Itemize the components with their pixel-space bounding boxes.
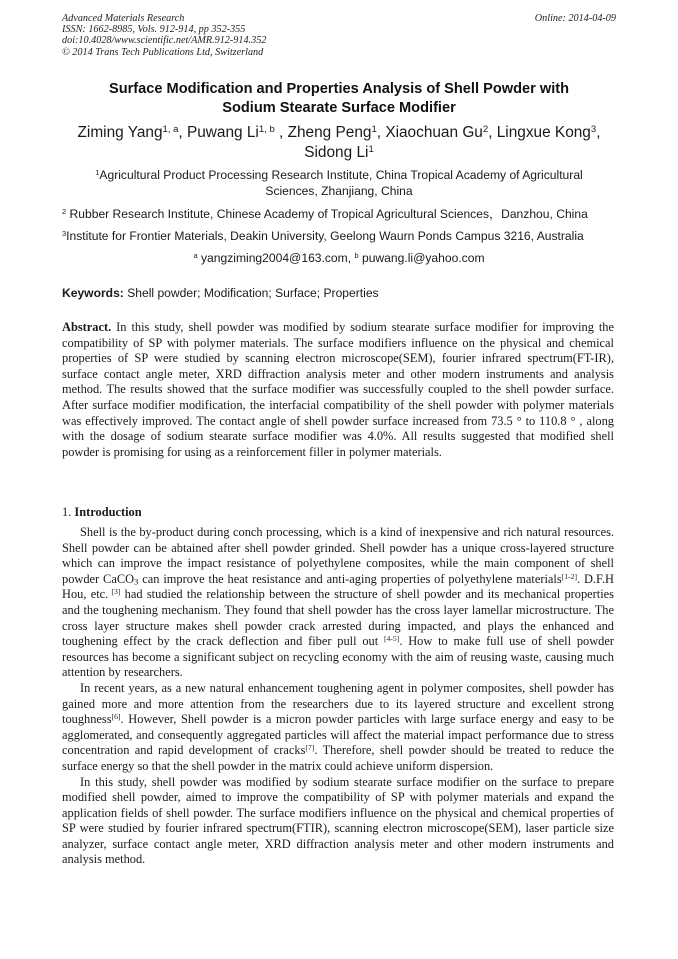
citation: [4-5] — [383, 633, 400, 643]
author-sup: 1 — [371, 123, 377, 135]
author-sup: 1, a — [162, 123, 179, 135]
section-number: 1. — [62, 505, 75, 519]
email-line — [62, 251, 616, 267]
paragraph-1 — [62, 525, 614, 681]
keywords — [62, 285, 616, 301]
paragraph-2 — [62, 681, 614, 775]
author-sep: , — [596, 124, 601, 141]
affiliation-3 — [62, 229, 622, 245]
citation: [6] — [111, 711, 121, 721]
aff3-text: Institute for Frontier Materials, Deakin University, Geelong Waurn Ponds Campus 3216, Australia — [66, 229, 584, 243]
keywords-label: Keywords: — [62, 286, 124, 300]
p1-text: had studied the relationship between the structure of shell powder and its mechanical properties and the toughening mechanism. They found that shell powder has the cross layer lamellar microstructure. The cross layer structure makes shell powder crack arrested during impacted, and plays the enhanced and toughening effect by the crack deflection and fiber pull out — [62, 587, 614, 649]
issn: ISSN: 1662-8985, Vols. 912-914, pp 352-355 — [62, 24, 246, 36]
author-sup: 1, b — [258, 123, 275, 135]
online-date: Online: 2014-04-09 — [534, 13, 616, 24]
email-sup: b — [354, 250, 359, 260]
abstract — [62, 320, 614, 460]
journal-header — [62, 13, 616, 58]
citation: [1-2] — [561, 571, 578, 581]
p1-text: can improve the heat resistance and anti-aging properties of polyethylene materials — [138, 571, 562, 586]
citation: [3] — [108, 587, 121, 597]
author-name: , Zheng Peng — [274, 124, 372, 141]
authors-line-1 — [58, 123, 620, 143]
title-line-2: Sodium Stearate Surface Modifier — [222, 100, 456, 116]
authors-line-2 — [58, 143, 620, 163]
subscript: 3 — [134, 576, 139, 587]
aff-sup: 1 — [95, 167, 100, 177]
journal-name: Advanced Materials Research — [62, 13, 185, 24]
p1-text: . D.F.H Hou, etc. — [62, 571, 614, 602]
keywords-text: Shell powder; Modification; Surface; Properties — [123, 286, 379, 300]
section-title: Introduction — [74, 505, 142, 519]
copyright: © 2014 Trans Tech Publications Ltd, Switzerland — [62, 46, 264, 58]
doi: doi:10.4028/www.scientific.net/AMR.912-914.352 — [62, 35, 267, 47]
aff-sup: 3 — [62, 228, 67, 238]
paper-title — [62, 80, 616, 118]
author-name: , Lingxue Kong — [488, 124, 591, 141]
author-sup: 2 — [482, 123, 489, 135]
author-list — [58, 123, 620, 163]
title-line-1: Surface Modification and Properties Analysis of Shell Powder with — [108, 81, 570, 97]
email-sup: a — [193, 250, 198, 260]
affiliation-1 — [62, 168, 616, 199]
author-name: Sidong Li — [304, 144, 369, 161]
p2-text: In recent years, as a new natural enhancement toughening agent in polymer composites, shell powder has gained more and more attention from the researchers due to its layered structure and excellent strong toughness — [62, 680, 614, 727]
author-name: , Xiaochuan Gu — [376, 124, 483, 141]
affiliation-2 — [62, 207, 622, 223]
email-a: yangziming2004@163.com, — [197, 251, 355, 265]
abstract-label: Abstract. — [62, 320, 112, 334]
aff1-line-1 — [62, 168, 616, 184]
abstract-text: In this study, shell powder was modified by sodium stearate surface modifier for improving the compatibility of SP with polymer materials. The surface modifiers influence on the physical and chemical properties of SP were studied by scanning electron microscope(SEM), fourier infrared spectrum(FT-IR), surface contact angle meter, XRD diffraction analysis meter and other modern instruments and analysis method. The results showed that the surface modifier was successfully coupled to the shell powder surface. After surface modifier modification, the interfacial compatibility of the shell powder with polymer materials was effectively improved. The contact angle of shell powder surface increased from 73.5 ° to 110.8 ° , along with the dosage of sodium stearate surface modifier was 4.0%. All results suggested that modified shell powder is promising for using as a reinforcement filler in polymer materials. — [62, 320, 614, 459]
email-b: puwang.li@yahoo.com — [358, 251, 485, 265]
author-name: Ziming Yang — [77, 124, 163, 141]
author-sup: 3 — [590, 123, 597, 135]
aff2-text: Rubber Research Institute, Chinese Academy of Tropical Agricultural Sciences，Danzhou, China — [66, 207, 588, 221]
paragraph-3: In this study, shell powder was modified by sodium stearate surface modifier on the surface to prepare modified shell powder, aimed to improve the compatibility of SP with polymer materials and expand the application fields of shell powder. The surface modifiers influence on the physical and chemical properties of SP were studied by fourier infrared spectrum(FTIR), scanning electron microscope(SEM), laser particle size analyzer, surface contact angle meter, XRD diffraction analysis meter and other modern instruments and analysis method. — [62, 774, 614, 867]
aff-sup: 2 — [62, 206, 67, 216]
introduction-body — [62, 525, 614, 868]
author-name: , Puwang Li — [178, 124, 259, 141]
author-sup: 1 — [368, 143, 374, 155]
p1-text: Shell is the by-product during conch processing, which is a kind of inexpensive and rich natural resources. Shell powder can be abtained after shell powder grinded. Shell powder has a unique cross-layered structure which can improve the impact resistance of polyethylene composites, while the main component of shell powder CaCO — [62, 525, 614, 586]
citation: [7] — [305, 743, 315, 753]
p2-text: . Therefore, shell powder should be treated to reduce the surface energy so that the shell powder in the matrix could achieve uniform dispersion. — [62, 743, 614, 773]
p2-text: . However, Shell powder is a micron powder particles with large surface energy and easy to be agglomerated, and consequently aggregated particles will affect the material impact performance due to stress concentration and rapid development of cracks — [62, 712, 614, 758]
aff1-text: Agricultural Product Processing Research Institute, China Tropical Academy of Agricultural — [99, 168, 583, 182]
p1-text: . How to make full use of shell powder resources has become a significant subject on recycling economy with the aim of reusing waste, causing much attention by researchers. — [62, 634, 614, 680]
aff1-line-2: Sciences, Zhanjiang, China — [265, 183, 413, 198]
section-heading-introduction — [62, 504, 142, 520]
